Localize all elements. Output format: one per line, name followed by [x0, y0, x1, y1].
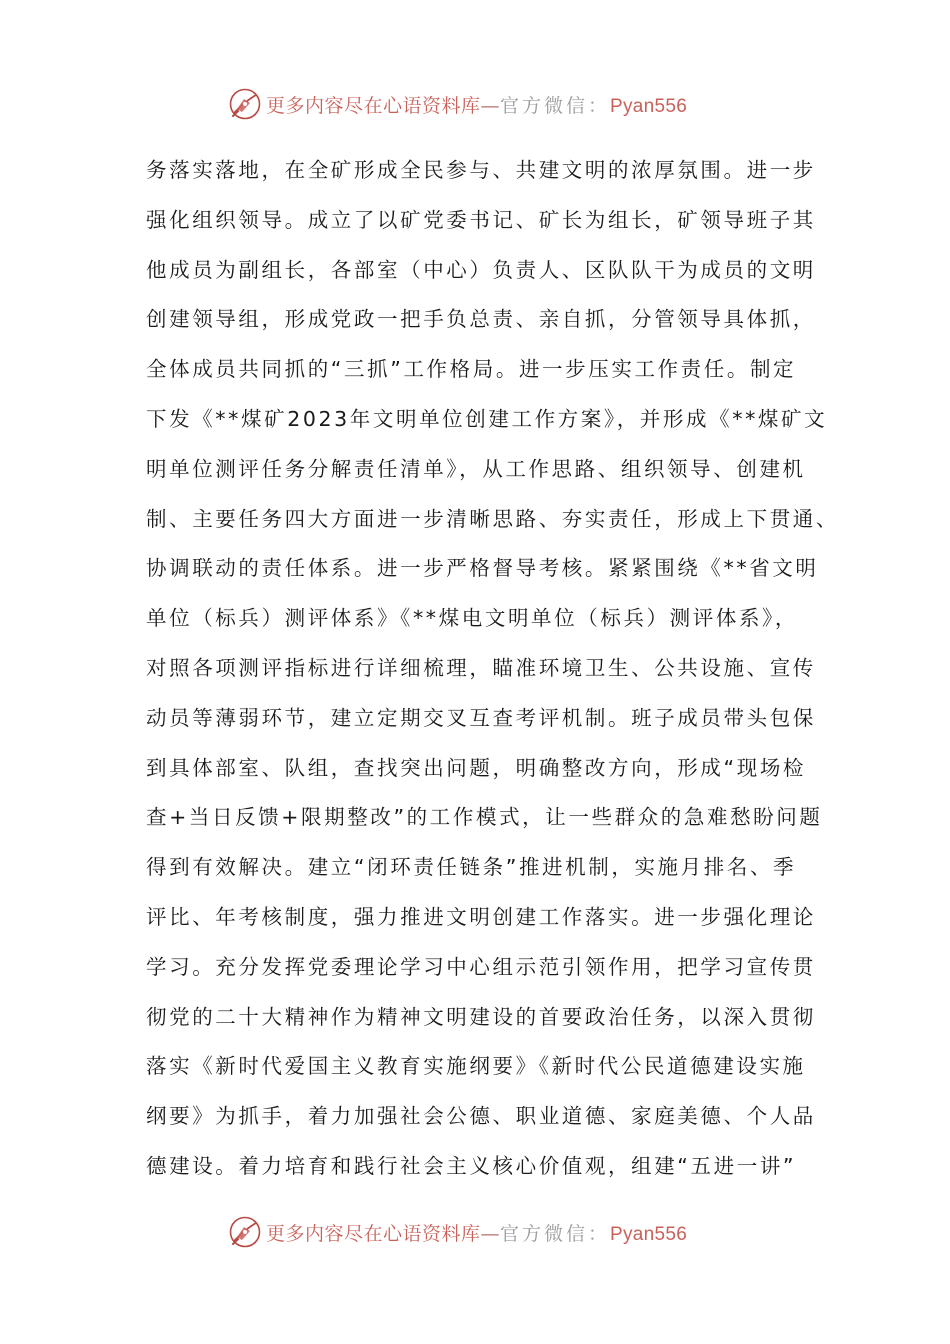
text-line: 务落实落地，在全矿形成全民参与、共建文明的浓厚氛围。进一步 — [146, 158, 816, 182]
header-banner — [228, 84, 687, 124]
body-text — [146, 146, 839, 1192]
header-wechat-label: 官方微信： — [500, 94, 611, 117]
text-line: 强化组织领导。成立了以矿党委书记、矿长为组长，矿领导班子其 — [146, 207, 816, 232]
text-line: 制、主要任务四大方面进一步清晰思路、夯实责任，形成上下贯通、 — [146, 506, 839, 531]
header-banner-separator: — — [480, 94, 501, 117]
text-line: 明单位测评任务分解责任清单》，从工作思路、组织领导、创建机 — [146, 456, 806, 481]
text-line: 创建领导组，形成党政一把手负总责、亲自抓，分管领导具体抓， — [146, 307, 816, 332]
text-line: 他成员为副组长，各部室（中心）负责人、区队队干为成员的文明 — [146, 257, 816, 282]
text-line: 纲要》为抓手，着力加强社会公德、职业道德、家庭美德、个人品 — [146, 1104, 816, 1129]
footer-wechat-id: Pyan556 — [610, 1223, 688, 1245]
header-wechat-id: Pyan556 — [610, 95, 688, 117]
header-banner-title: 更多内容尽在心语资料库 — [266, 94, 481, 117]
text-line: 得到有效解决。建立“闭环责任链条”推进机制，实施月排名、季 — [146, 855, 797, 880]
pen-nib-seal-icon — [228, 87, 262, 121]
text-line: 协调联动的责任体系。进一步严格督导考核。紧紧围绕《**省文明 — [146, 556, 819, 581]
text-line: 彻党的二十大精神作为精神文明建设的首要政治任务，以深入贯彻 — [146, 1004, 816, 1029]
text-line: 到具体部室、队组，查找突出问题，明确整改方向，形成“现场检 — [146, 755, 807, 780]
footer-banner-separator: — — [480, 1222, 501, 1245]
header-banner-text — [266, 91, 687, 118]
text-line: 学习。充分发挥党委理论学习中心组示范引领作用，把学习宣传贯 — [146, 954, 816, 979]
text-line: 德建设。着力培育和践行社会主义核心价值观，组建“五进一讲” — [146, 1153, 797, 1178]
text-line: 落实《新时代爱国主义教育实施纲要》《新时代公民道德建设实施 — [146, 1054, 806, 1079]
footer-banner — [228, 1212, 687, 1252]
text-line: 下发《**煤矿2023年文明单位创建工作方案》，并形成《**煤矿文 — [146, 406, 828, 431]
text-line: 评比、年考核制度，强力推进文明创建工作落实。进一步强化理论 — [146, 904, 816, 929]
pen-nib-seal-icon — [228, 1215, 262, 1249]
text-line: 查+当日反馈+限期整改”的工作模式，让一些群众的急难愁盼问题 — [146, 805, 823, 830]
text-line: 单位（标兵）测评体系》《**煤电文明单位（标兵）测评体系》， — [146, 606, 798, 631]
footer-banner-title: 更多内容尽在心语资料库 — [266, 1222, 481, 1245]
text-line: 全体成员共同抓的“三抓”工作格局。进一步压实工作责任。制定 — [146, 357, 797, 382]
text-line: 对照各项测评指标进行详细梳理，瞄准环境卫生、公共设施、宣传 — [146, 655, 816, 680]
footer-banner-text — [266, 1219, 687, 1246]
footer-wechat-label: 官方微信： — [500, 1222, 611, 1245]
text-line: 动员等薄弱环节，建立定期交叉互查考评机制。班子成员带头包保 — [146, 705, 816, 730]
